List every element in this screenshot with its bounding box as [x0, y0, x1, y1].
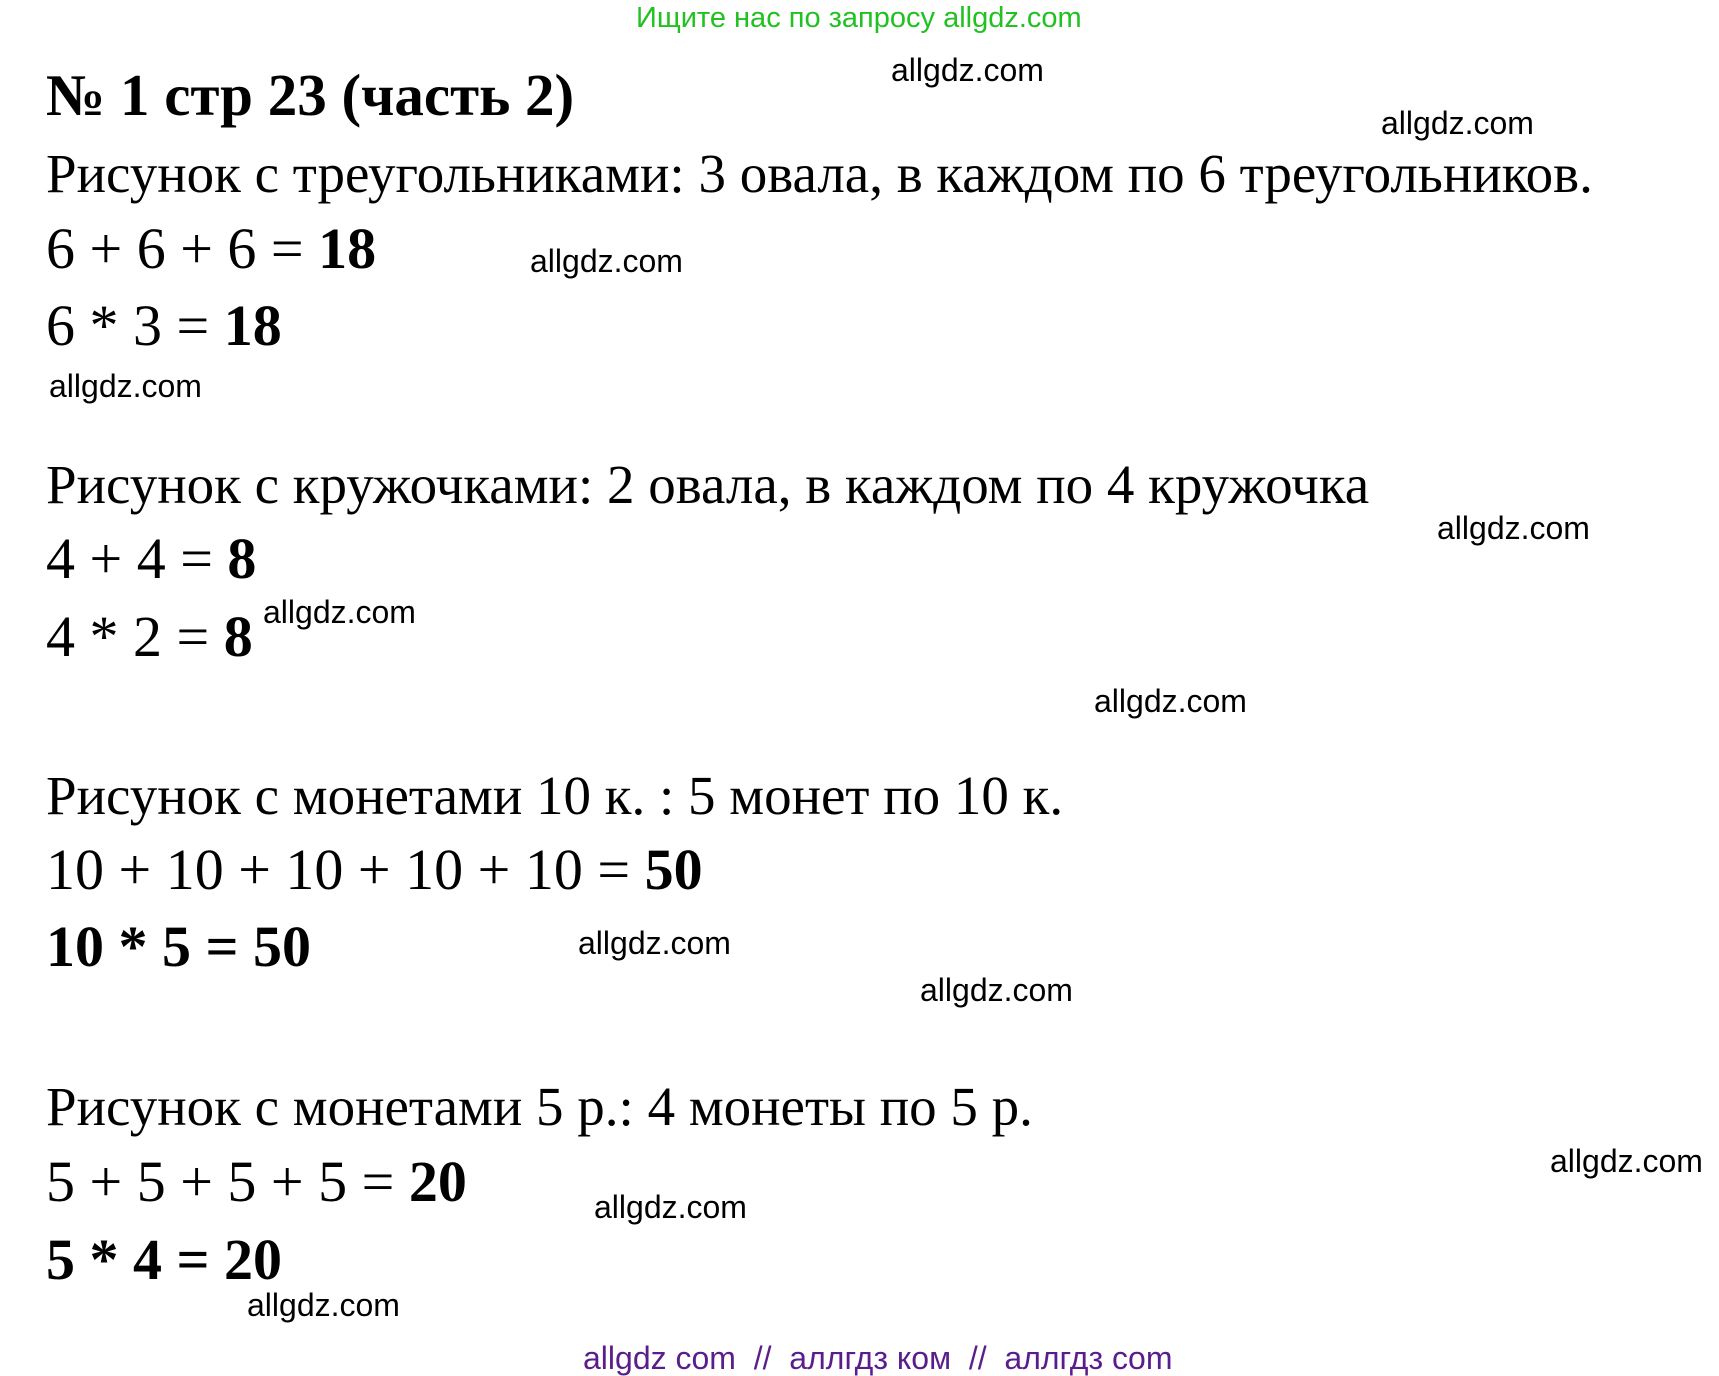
section-4-sum — [46, 1149, 467, 1214]
section-4-product-expr: 5 * 4 = 20 — [46, 1227, 283, 1292]
section-2-heading: Рисунок с кружочками: 2 овала, в каждом по 4 кружочка — [46, 454, 1370, 515]
section-2-product — [46, 604, 253, 669]
section-1-product-result: 18 — [223, 293, 282, 358]
watermark: allgdz.com — [920, 972, 1073, 1008]
watermark: allgdz.com — [891, 52, 1044, 88]
section-2-sum-expr: 4 + 4 = — [46, 526, 228, 591]
section-3-sum-result: 50 — [644, 837, 703, 902]
watermark: allgdz.com — [247, 1287, 400, 1323]
top-banner: Ищите нас по запросу allgdz.com — [636, 2, 1082, 34]
section-2-product-expr: 4 * 2 = — [46, 604, 224, 669]
section-2-product-result: 8 — [223, 604, 253, 669]
section-4-heading: Рисунок с монетами 5 р.: 4 монеты по 5 р. — [46, 1076, 1033, 1137]
section-1-sum-result: 18 — [318, 216, 377, 281]
watermark: allgdz.com — [49, 368, 202, 404]
section-1-product — [46, 293, 282, 358]
section-3-sum — [46, 837, 703, 902]
section-4-sum-result: 20 — [408, 1149, 467, 1214]
section-3-product-expr: 10 * 5 = 50 — [46, 914, 312, 979]
watermark: allgdz.com — [263, 594, 416, 630]
watermark: allgdz.com — [1381, 105, 1534, 141]
watermark: allgdz.com — [1550, 1143, 1703, 1179]
section-1-sum-expr: 6 + 6 + 6 = — [46, 216, 319, 281]
section-2-sum-result: 8 — [227, 526, 257, 591]
section-4-product — [46, 1227, 283, 1292]
section-3-heading: Рисунок с монетами 10 к. : 5 монет по 10 к. — [46, 765, 1064, 826]
page-title: № 1 стр 23 (часть 2) — [46, 62, 575, 128]
section-1-product-expr: 6 * 3 = — [46, 293, 224, 358]
footer-text: allgdz com // аллгдз ком // аллгдз com — [583, 1340, 1173, 1376]
watermark: allgdz.com — [578, 925, 731, 961]
section-3-product — [46, 914, 312, 979]
section-4-sum-expr: 5 + 5 + 5 + 5 = — [46, 1149, 409, 1214]
section-1-sum — [46, 216, 377, 281]
watermark: allgdz.com — [530, 243, 683, 279]
section-2-sum — [46, 526, 257, 591]
watermark: allgdz.com — [1437, 510, 1590, 546]
watermark: allgdz.com — [1094, 683, 1247, 719]
section-3-sum-expr: 10 + 10 + 10 + 10 + 10 = — [46, 837, 645, 902]
watermark: allgdz.com — [594, 1189, 747, 1225]
section-1-heading: Рисунок с треугольниками: 3 овала, в каждом по 6 треугольников. — [46, 143, 1593, 204]
